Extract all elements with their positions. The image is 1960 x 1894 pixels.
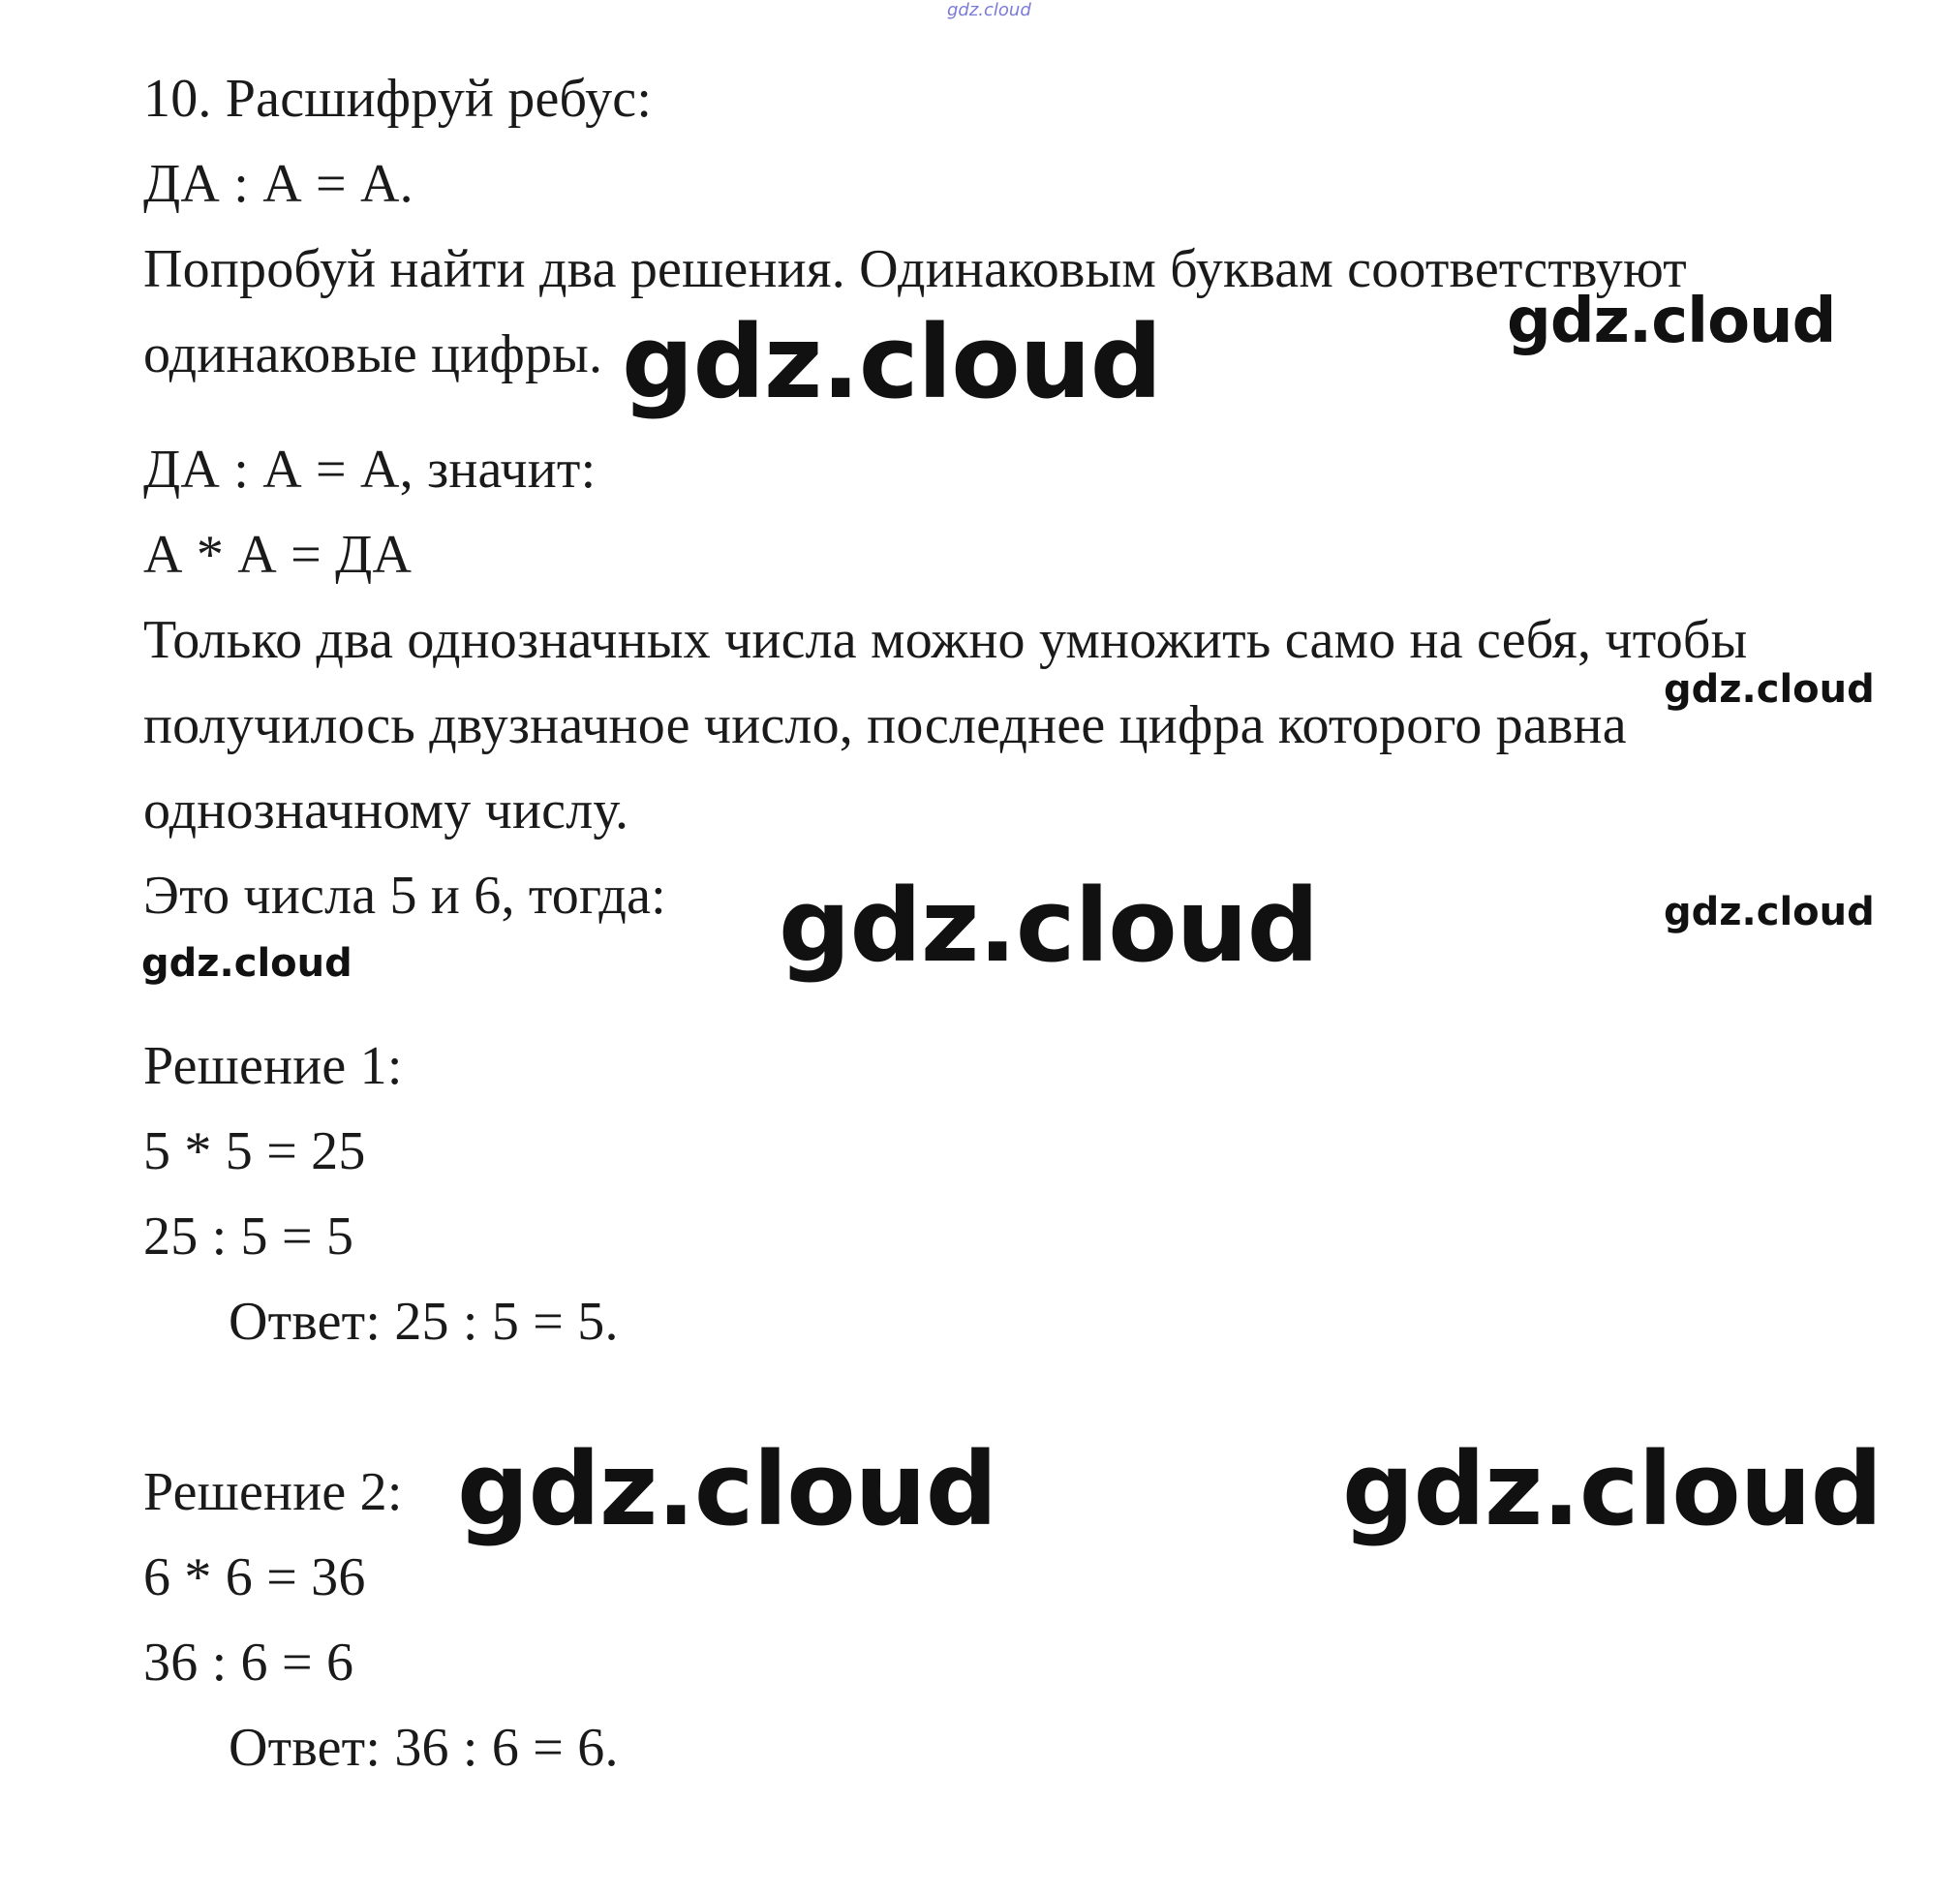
- reasoning-line-4: получилось двузначное число, последнее цифра которого равна: [143, 695, 1627, 755]
- watermark-small-3: gdz.cloud: [141, 941, 352, 986]
- problem-equation: ДА : А = А.: [143, 154, 413, 214]
- problem-instruction-line-1: Попробуй найти два решения. Одинаковым буквам соответствуют: [143, 239, 1687, 299]
- reasoning-line-5: однозначному числу.: [143, 780, 629, 840]
- watermark-small-1: gdz.cloud: [1664, 667, 1875, 712]
- solution-1-answer: Ответ: 25 : 5 = 5.: [229, 1292, 619, 1352]
- header-watermark: gdz.cloud: [947, 0, 1031, 20]
- reasoning-line-3: Только два однозначных числа можно умножить само на себя, чтобы: [143, 610, 1748, 670]
- watermark-medium-1: gdz.cloud: [1507, 286, 1836, 357]
- problem-instruction-line-2: одинаковые цифры.: [143, 324, 603, 384]
- watermark-large-1: gdz.cloud: [622, 303, 1162, 421]
- watermark-large-2: gdz.cloud: [779, 867, 1319, 985]
- solution-1-step-1: 5 * 5 = 25: [143, 1121, 366, 1181]
- solution-1-heading: Решение 1:: [143, 1036, 403, 1096]
- watermark-small-2: gdz.cloud: [1664, 890, 1875, 934]
- reasoning-line-6: Это числа 5 и 6, тогда:: [143, 866, 666, 926]
- problem-title: 10. Расшифруй ребус:: [143, 69, 653, 129]
- solution-2-step-2: 36 : 6 = 6: [143, 1633, 354, 1693]
- watermark-large-4: gdz.cloud: [1342, 1430, 1883, 1548]
- solution-2-answer: Ответ: 36 : 6 = 6.: [229, 1718, 619, 1778]
- watermark-large-3: gdz.cloud: [457, 1430, 997, 1548]
- solution-2-heading: Решение 2:: [143, 1462, 403, 1522]
- solution-1-step-2: 25 : 5 = 5: [143, 1207, 354, 1267]
- reasoning-line-2: А * А = ДА: [143, 525, 413, 585]
- solution-2-step-1: 6 * 6 = 36: [143, 1547, 366, 1607]
- reasoning-line-1: ДА : А = А, значит:: [143, 440, 597, 500]
